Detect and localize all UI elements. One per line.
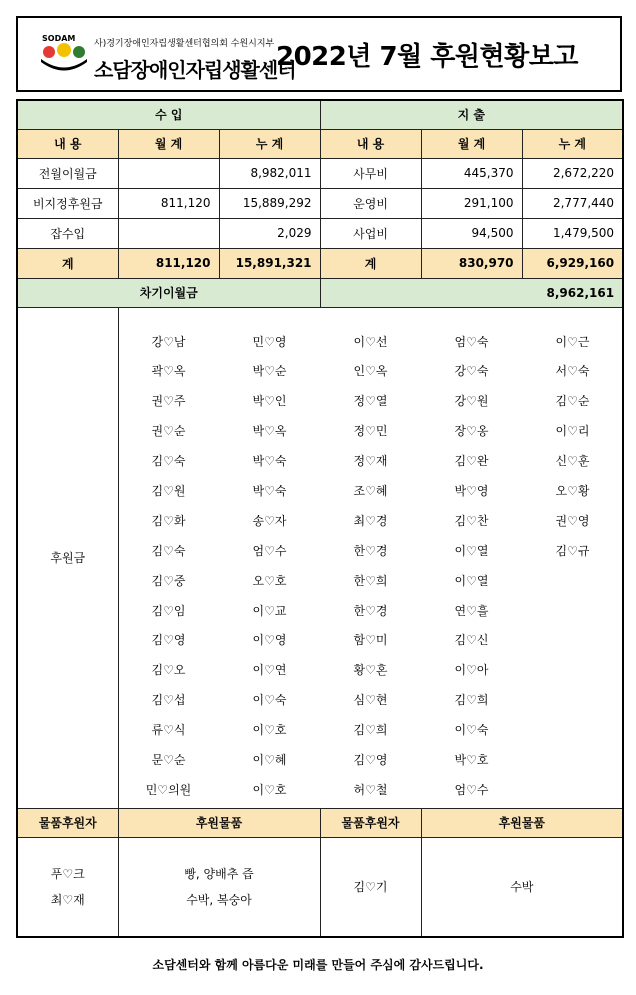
income-col-cumulative: 누 계: [219, 129, 320, 158]
donor-name: 이♡숙: [252, 693, 287, 708]
center-logo: [38, 32, 296, 82]
donor-name: 엄♡숙: [454, 334, 489, 349]
donor-name: 이♡연: [252, 663, 287, 678]
donor-name: 김♡오: [151, 663, 186, 678]
donor-name: 문♡순: [151, 752, 186, 767]
section-header-row: [17, 100, 623, 129]
goods-items-right: [421, 837, 623, 937]
income-cumulative: 8,982,011: [219, 158, 320, 188]
donor-name: 정♡민: [353, 424, 388, 439]
goods-item-header-right: 후원물품: [421, 808, 623, 837]
donor-name: 이♡아: [454, 663, 489, 678]
donor-name: 김♡희: [454, 693, 489, 708]
income-col-content: 내 용: [17, 129, 118, 158]
expense-label: 사업비: [320, 218, 421, 248]
donor-grid: [119, 308, 623, 808]
goods-donor: 김♡기: [353, 879, 388, 894]
expense-col-content: 내 용: [320, 129, 421, 158]
donor-name: 이♡열: [454, 543, 489, 558]
donor-name: 김♡영: [353, 752, 388, 767]
donor-name: 민♡영: [252, 334, 287, 349]
donor-name: 엄♡수: [252, 543, 287, 558]
donor-name: 허♡철: [353, 782, 388, 797]
donor-row: [17, 307, 623, 808]
expense-month: 445,370: [421, 158, 522, 188]
donor-name: 엄♡수: [454, 782, 489, 797]
expense-label: 사무비: [320, 158, 421, 188]
expense-label: 운영비: [320, 188, 421, 218]
report-header: [16, 16, 622, 92]
donor-name: 김♡찬: [454, 513, 489, 528]
donor-name: 오♡호: [252, 573, 287, 588]
donor-name: 이♡호: [252, 782, 287, 797]
expense-total-cumulative: 6,929,160: [522, 248, 623, 278]
donor-name: 김♡규: [555, 543, 590, 558]
goods-item-header-left: 후원물품: [118, 808, 320, 837]
donor-column: [119, 328, 219, 806]
table-row: [17, 218, 623, 248]
expense-total-label: 계: [320, 248, 421, 278]
donor-name: 김♡순: [555, 394, 590, 409]
donor-name: 박♡옥: [252, 424, 287, 439]
donor-name: 이♡열: [454, 573, 489, 588]
income-total-month: 811,120: [118, 248, 219, 278]
donor-name: 권♡주: [151, 394, 186, 409]
expense-month: 291,100: [421, 188, 522, 218]
income-label: 잡수입: [17, 218, 118, 248]
donor-column: [220, 328, 320, 806]
donor-column: [321, 328, 421, 806]
donor-list: [118, 307, 623, 808]
donor-name: 강♡원: [454, 394, 489, 409]
donor-name: 박♡숙: [252, 483, 287, 498]
sodam-logo-icon: [38, 32, 90, 76]
income-month: 811,120: [118, 188, 219, 218]
donor-name: 권♡순: [151, 424, 186, 439]
income-label: 비지정후원금: [17, 188, 118, 218]
donor-name: 김♡원: [151, 483, 186, 498]
thank-you-message: 소담센터와 함께 아름다운 미래를 만들어 주심에 감사드립니다.: [152, 958, 484, 972]
table-row: [17, 188, 623, 218]
income-col-month: 월 계: [118, 129, 219, 158]
donor-name: 오♡황: [555, 483, 590, 498]
carryover-row: [17, 278, 623, 307]
income-cumulative: 2,029: [219, 218, 320, 248]
donor-name: 이♡숙: [454, 723, 489, 738]
carryover-label: 차기이월금: [17, 278, 320, 307]
expense-col-month: 월 계: [421, 129, 522, 158]
donor-column: [523, 328, 623, 567]
donor-name: 박♡순: [252, 364, 287, 379]
donor-name: 조♡혜: [353, 483, 388, 498]
donor-name: 이♡영: [252, 633, 287, 648]
goods-donor: 푸♡크: [50, 866, 85, 881]
donor-name: 김♡중: [151, 573, 186, 588]
goods-items-left: [118, 837, 320, 937]
income-month: [118, 158, 219, 188]
donor-name: 한♡경: [353, 603, 388, 618]
center-name: 소담장애인자립생활센터: [94, 58, 296, 82]
expense-col-cumulative: 누 계: [522, 129, 623, 158]
org-name: 사)경기장애인자립생활센터협의회 수원시지부: [94, 39, 275, 49]
expense-cumulative: 2,777,440: [522, 188, 623, 218]
donor-name: 심♡현: [353, 693, 388, 708]
donor-name: 한♡희: [353, 573, 388, 588]
income-section-label: 수 입: [17, 100, 320, 129]
donor-name: 최♡경: [353, 513, 388, 528]
donor-name: 정♡재: [353, 454, 388, 469]
donor-name: 김♡섭: [151, 693, 186, 708]
donor-name: 신♡훈: [555, 454, 590, 469]
donor-name: 박♡인: [252, 394, 287, 409]
goods-donor-header-left: 물품후원자: [17, 808, 118, 837]
income-total-label: 계: [17, 248, 118, 278]
table-row: [17, 158, 623, 188]
donor-name: 강♡남: [151, 334, 186, 349]
donor-name: 송♡자: [252, 513, 287, 528]
donor-name: 인♡옥: [353, 364, 388, 379]
expense-month: 94,500: [421, 218, 522, 248]
goods-item: 빵, 양배추 즙: [184, 866, 254, 881]
donor-name: 서♡숙: [555, 364, 590, 379]
donor-name: 곽♡옥: [151, 364, 186, 379]
expense-cumulative: 2,672,220: [522, 158, 623, 188]
goods-donors-right: [320, 837, 421, 937]
total-row: [17, 248, 623, 278]
sponsorship-table: [16, 99, 624, 938]
donor-name: 권♡영: [555, 513, 590, 528]
donor-name: 이♡리: [555, 424, 590, 439]
donor-name: 함♡미: [353, 633, 388, 648]
donor-name: 김♡신: [454, 633, 489, 648]
goods-donors-left: [17, 837, 118, 937]
goods-item: 수박, 복숭아: [186, 892, 252, 907]
column-header-row: [17, 129, 623, 158]
income-label: 전월이월금: [17, 158, 118, 188]
goods-donor-header-right: 물품후원자: [320, 808, 421, 837]
donor-name: 이♡교: [252, 603, 287, 618]
donor-column: [422, 328, 522, 806]
donor-name: 김♡숙: [151, 454, 186, 469]
donor-name: 장♡옹: [454, 424, 489, 439]
donor-name: 강♡숙: [454, 364, 489, 379]
income-cumulative: 15,889,292: [219, 188, 320, 218]
donor-name: 이♡호: [252, 723, 287, 738]
donor-name: 김♡화: [151, 513, 186, 528]
donor-name: 김♡숙: [151, 543, 186, 558]
goods-row: [17, 837, 623, 937]
donor-name: 민♡의원: [145, 782, 192, 797]
expense-section-label: 지 출: [320, 100, 623, 129]
donor-name: 이♡혜: [252, 752, 287, 767]
page-title: 2022년 7월 후원현황보고: [276, 42, 578, 72]
donor-name: 박♡영: [454, 483, 489, 498]
goods-item: 수박: [510, 879, 534, 894]
donor-name: 이♡선: [353, 334, 388, 349]
donor-name: 황♡혼: [353, 663, 388, 678]
donor-name: 정♡열: [353, 394, 388, 409]
goods-header-row: [17, 808, 623, 837]
svg-text:SODAM: SODAM: [42, 34, 76, 43]
income-month: [118, 218, 219, 248]
donor-name: 연♡흘: [454, 603, 489, 618]
donor-name: 박♡호: [454, 752, 489, 767]
donor-name: 한♡경: [353, 543, 388, 558]
donor-section-label: 후원금: [17, 307, 118, 808]
donor-name: 박♡숙: [252, 454, 287, 469]
donor-name: 류♡식: [151, 723, 186, 738]
donor-name: 이♡근: [555, 334, 590, 349]
donor-name: 김♡완: [454, 454, 489, 469]
carryover-value: 8,962,161: [320, 278, 623, 307]
donor-name: 김♡임: [151, 603, 186, 618]
income-total-cumulative: 15,891,321: [219, 248, 320, 278]
goods-donor: 최♡재: [50, 892, 85, 907]
donor-name: 김♡희: [353, 723, 388, 738]
expense-total-month: 830,970: [421, 248, 522, 278]
expense-cumulative: 1,479,500: [522, 218, 623, 248]
donor-name: 김♡영: [151, 633, 186, 648]
